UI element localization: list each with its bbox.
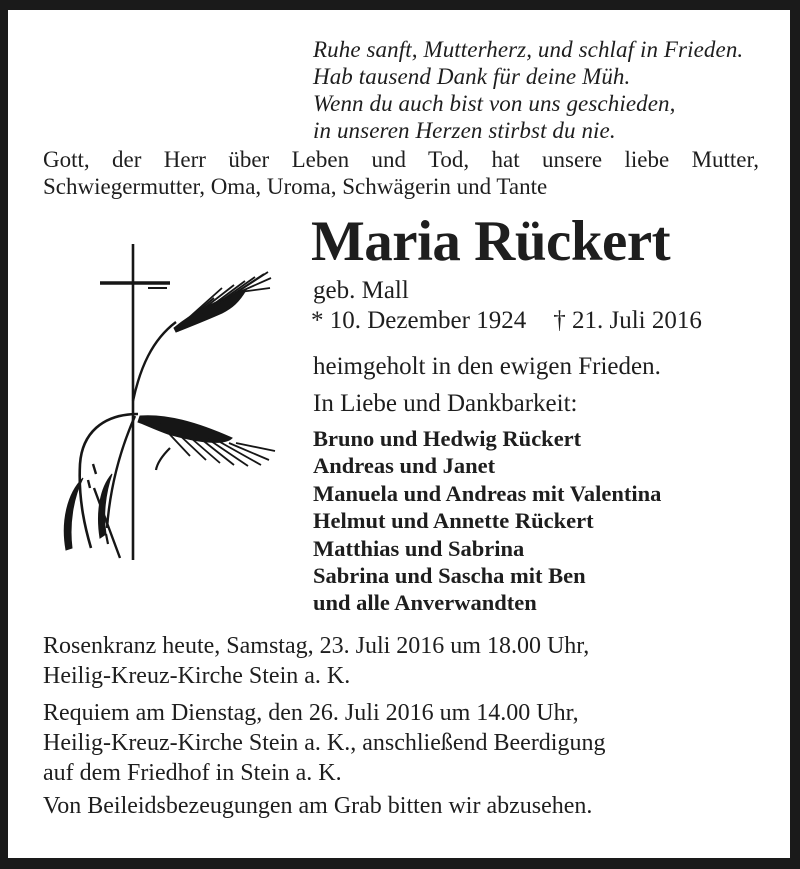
wheat-stalk-icon (133, 322, 176, 401)
rosary-line: Rosenkranz heute, Samstag, 23. Juli 2016 um 18.00 Uhr, (43, 633, 590, 659)
wheat-leaf-icon (106, 534, 108, 544)
intro-line: Gott, der Herr über Leben und Tod, hat unsere liebe Mutter, (43, 147, 759, 172)
requiem-line: Heilig-Kreuz-Kirche Stein a. K., anschließend Beerdigung (43, 730, 606, 756)
epigraph-line: Wenn du auch bist von uns geschieden, (313, 91, 676, 116)
mourners-list (313, 425, 661, 617)
maiden-name: geb. Mall (313, 277, 409, 304)
epigraph-line: Hab tausend Dank für deine Müh. (313, 64, 631, 89)
epigraph-poem (313, 36, 743, 144)
wheat-stalk-icon (156, 448, 170, 470)
mourner-line: Andreas und Janet (313, 453, 496, 479)
frame-border-top (0, 0, 800, 10)
birth-date: * 10. Dezember 1924 (311, 307, 527, 334)
epigraph-line: Ruhe sanft, Mutterherz, und schlaf in Frieden. (313, 37, 744, 62)
wheat-stalk-icon (107, 416, 135, 528)
wheat-ear-icon (174, 290, 246, 332)
mourner-line: Bruno und Hedwig Rückert (313, 426, 582, 451)
wheat-ear-icon (138, 416, 232, 443)
frame-border-right (790, 0, 800, 869)
committal-line: heimgeholt in den ewigen Frieden. (313, 353, 661, 380)
epigraph-line: in unseren Herzen stirbst du nie. (313, 118, 616, 143)
rosary-line: Heilig-Kreuz-Kirche Stein a. K. (43, 663, 351, 689)
intro-paragraph (43, 146, 759, 200)
death-date: † 21. Juli 2016 (553, 307, 702, 334)
intro-line: Schwiegermutter, Oma, Uroma, Schwägerin und Tante (43, 174, 548, 199)
cross-and-wheat-illustration (36, 236, 280, 572)
mourner-line: und alle Anverwandten (313, 590, 537, 616)
condolence-note: Von Beileidsbezeugungen am Grab bitten wir abzusehen. (43, 793, 593, 819)
gratitude-line: In Liebe und Dankbarkeit: (313, 390, 578, 417)
deceased-name: Maria Rückert (311, 210, 671, 273)
requiem-line: Requiem am Dienstag, den 26. Juli 2016 um 14.00 Uhr, (43, 700, 579, 726)
rosary-service-info (43, 631, 589, 691)
requiem-line: auf dem Friedhof in Stein a. K. (43, 760, 342, 786)
wheat-leaf-icon (88, 480, 90, 488)
mourner-line: Matthias und Sabrina (313, 535, 525, 561)
requiem-service-info (43, 698, 605, 788)
life-dates (311, 307, 702, 335)
mourner-line: Sabrina und Sascha mit Ben (313, 563, 586, 589)
mourner-line: Helmut und Annette Rückert (313, 508, 594, 534)
wheat-leaf-icon (93, 464, 96, 474)
frame-border-left (0, 0, 8, 869)
mourner-line: Manuela und Andreas mit Valentina (313, 480, 662, 506)
wheat-stalk-icon (94, 488, 120, 558)
frame-border-bottom (0, 858, 800, 869)
